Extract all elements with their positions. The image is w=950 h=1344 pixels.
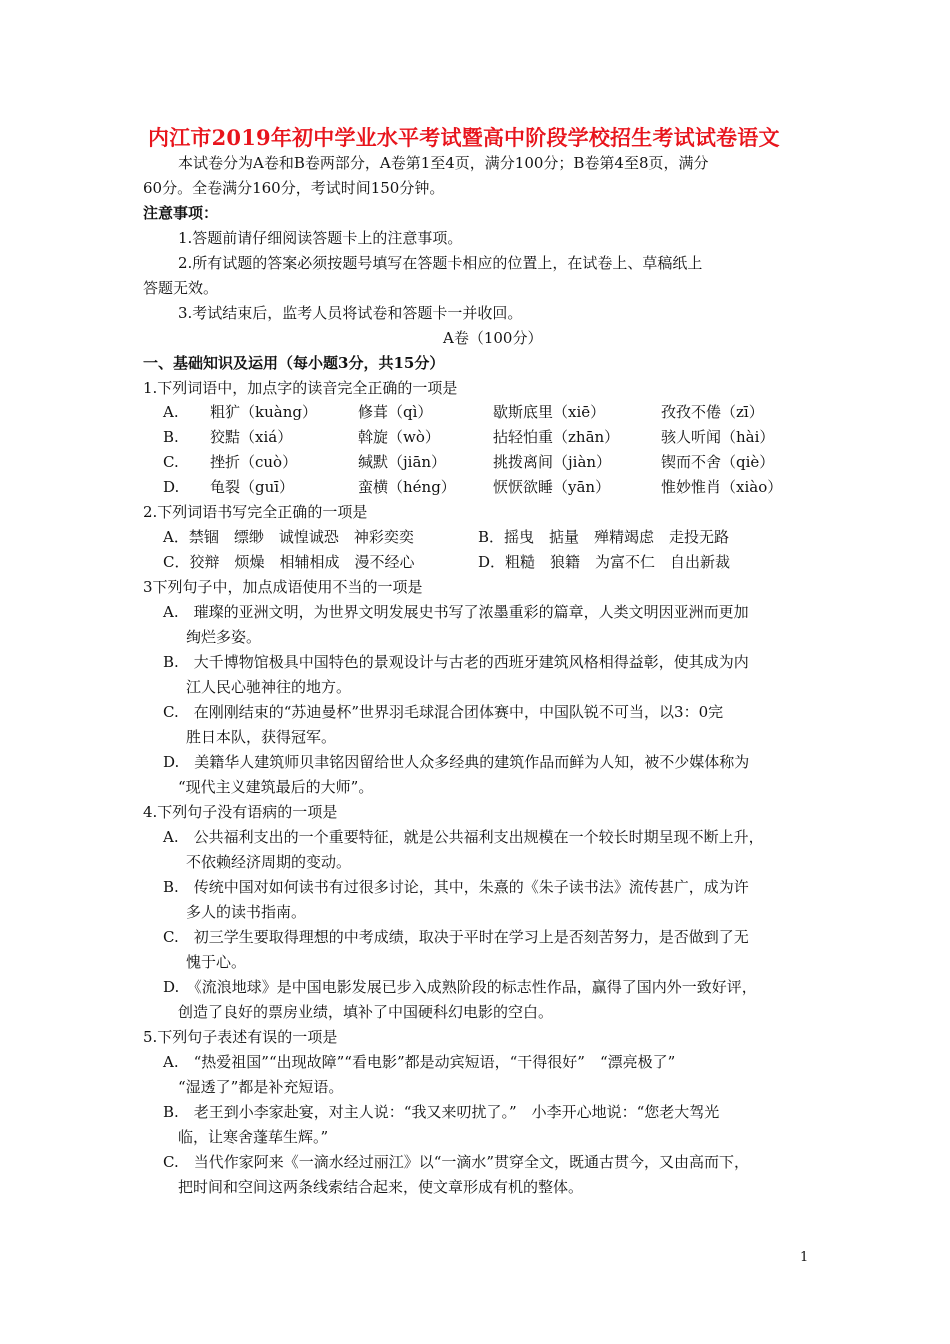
q1-option-letter: C. (163, 453, 179, 471)
q1-option-word: 挑拨离间（jiàn） (493, 453, 612, 471)
q1-option-word: 惟妙惟肖（xiào） (661, 478, 783, 496)
note-item-3: 3.考试结束后，监考人员将试卷和答题卡一并收回。 (178, 304, 523, 322)
q4-option-d-cont: 创造了良好的票房业绩，填补了中国硬科幻电影的空白。 (178, 1003, 554, 1021)
q1-option-word: 骇人听闻（hài） (661, 428, 775, 446)
q4-stem: 4.下列句子没有语病的一项是 (143, 803, 338, 821)
q1-stem: 1.下列词语中，加点字的读音完全正确的一项是 (143, 379, 458, 397)
q5-option-c-cont: 把时间和空间这两条线索结合起来，使文章形成有机的整体。 (178, 1178, 584, 1196)
q1-option-word: 拈轻怕重（zhān） (493, 428, 620, 446)
q3-option-d: D. 美籍华人建筑师贝聿铭因留给世人众多经典的建筑作品而鲜为人知，被不少媒体称为 (163, 753, 750, 771)
q5-option-b-cont: 临，让寒舍蓬荜生辉。” (178, 1128, 329, 1146)
q1-option-word: 斡旋（wò） (358, 428, 440, 446)
q1-option-word: 龟裂（guī） (210, 478, 295, 496)
q4-option-a: A. 公共福利支出的一个重要特征，就是公共福利支出规模在一个较长时期呈现不断上升， (163, 828, 764, 846)
intro-line-2: 60分。全卷满分160分，考试时间150分钟。 (143, 179, 445, 197)
q1-option-letter: D. (163, 478, 180, 496)
note-item-1: 1.答题前请仔细阅读答题卡上的注意事项。 (178, 229, 463, 247)
q1-option-word: 缄默（jiān） (358, 453, 447, 471)
q4-option-c: C. 初三学生要取得理想的中考成绩，取决于平时在学习上是否刻苦努力，是否做到了无 (163, 928, 749, 946)
q2-option-a: A．禁锢 缥缈 诚惶诚恐 神彩奕奕 (163, 528, 414, 546)
q5-option-a: A. “热爱祖国”“出现故障”“看电影”都是动宾短语，“干得很好” “漂亮极了” (163, 1053, 676, 1071)
q2-option-b: B．摇曳 掂量 殚精竭虑 走投无路 (478, 528, 730, 546)
q1-option-letter: A. (163, 403, 179, 421)
q1-option-word: 修葺（qì） (358, 403, 433, 421)
q1-option-word: 蛮横（héng） (358, 478, 456, 496)
q1-option-word: 挫折（cuò） (210, 453, 298, 471)
q3-option-c-cont: 胜日本队，获得冠军。 (186, 728, 337, 746)
q3-option-a: A. 璀璨的亚洲文明，为世界文明发展史书写了浓墨重彩的篇章，人类文明因亚洲而更加 (163, 603, 749, 621)
q4-option-c-cont: 愧于心。 (186, 953, 247, 971)
notes-heading: 注意事项： (143, 204, 219, 222)
section-a-heading: A卷（100分） (443, 329, 543, 347)
q2-stem: 2.下列词语书写完全正确的一项是 (143, 503, 368, 521)
q5-stem: 5.下列句子表述有误的一项是 (143, 1028, 338, 1046)
q1-option-word: 歇斯底里（xiē） (493, 403, 606, 421)
q3-option-d-cont: “现代主义建筑最后的大师”。 (178, 778, 374, 796)
page-title: 内江市2019年初中学业水平考试暨高中阶段学校招生考试试卷语文 (148, 125, 780, 150)
q1-option-word: 粗犷（kuàng） (210, 403, 317, 421)
q2-option-d: D．粗糙 狼籍 为富不仁 自出新裁 (478, 553, 731, 571)
q5-option-c: C. 当代作家阿来《一滴水经过丽江》以“一滴水”贯穿全文，既通古贯今，又由高而下， (163, 1153, 750, 1171)
intro-line-1: 本试卷分为A卷和B卷两部分，A卷第1至4页，满分100分；B卷第4至8页，满分 (178, 154, 709, 172)
q1-option-word: 孜孜不倦（zī） (661, 403, 764, 421)
q3-stem: 3下列句子中，加点成语使用不当的一项是 (143, 578, 423, 596)
q3-option-b-cont: 江人民心驰神往的地方。 (186, 678, 352, 696)
q3-option-b: B. 大千博物馆极具中国特色的景观设计与古老的西班牙建筑风格相得益彰，使其成为内 (163, 653, 749, 671)
q2-option-c: C．狡辩 烦燥 相辅相成 漫不经心 (163, 553, 415, 571)
q4-option-a-cont: 不依赖经济周期的变动。 (186, 853, 352, 871)
note-item-2-cont: 答题无效。 (143, 279, 219, 297)
note-item-2: 2.所有试题的答案必须按题号填写在答题卡相应的位置上，在试卷上、草稿纸上 (178, 254, 703, 272)
q3-option-a-cont: 绚烂多姿。 (186, 628, 262, 646)
page-number: 1 (800, 1250, 809, 1265)
q1-option-word: 恹恹欲睡（yān） (493, 478, 611, 496)
q3-option-c: C. 在刚刚结束的“苏迪曼杯”世界羽毛球混合团体赛中，中国队锐不可当，以3：0完 (163, 703, 724, 721)
q5-option-a-cont: “湿透了”都是补充短语。 (178, 1078, 344, 1096)
q1-option-letter: B. (163, 428, 179, 446)
q1-option-word: 狡黠（xiá） (210, 428, 293, 446)
q4-option-d: D. 《流浪地球》是中国电影发展已步入成熟阶段的标志性作品，赢得了国内外一致好评， (163, 978, 757, 996)
part1-heading: 一、基础知识及运用（每小题3分，共15分） (143, 354, 445, 372)
q5-option-b: B. 老王到小李家赴宴，对主人说：“我又来叨扰了。” 小李开心地说：“您老大驾光 (163, 1103, 720, 1121)
q4-option-b-cont: 多人的读书指南。 (186, 903, 307, 921)
q4-option-b: B. 传统中国对如何读书有过很多讨论，其中，朱熹的《朱子读书法》流传甚广，成为许 (163, 878, 749, 896)
q1-option-word: 锲而不舍（qiè） (661, 453, 775, 471)
